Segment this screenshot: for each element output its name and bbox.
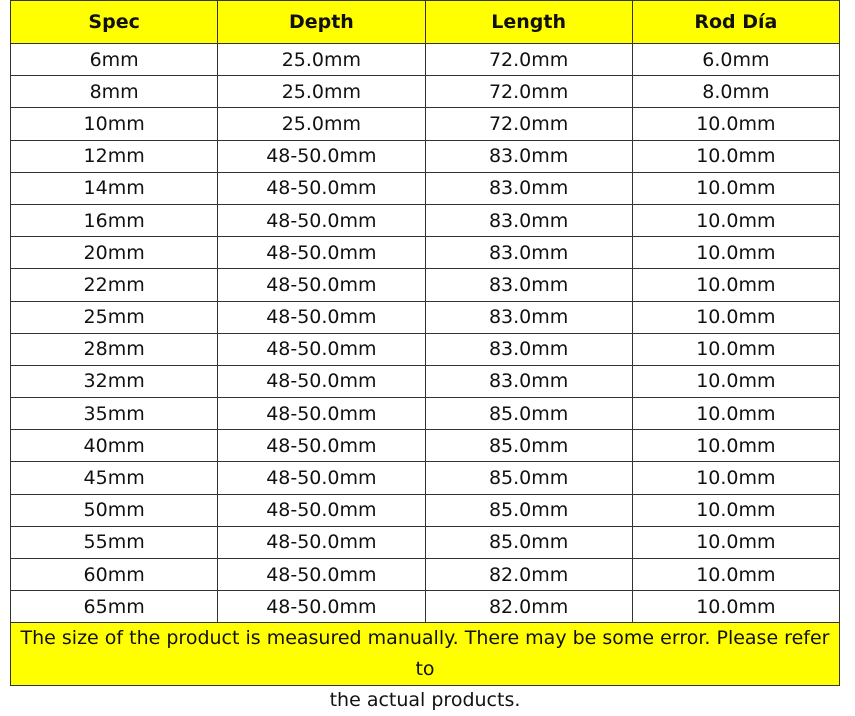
table-body <box>11 44 840 623</box>
table-row <box>11 44 840 76</box>
length-cell: 83.0mm <box>425 301 632 333</box>
rod-dia-cell: 10.0mm <box>632 365 839 397</box>
rod-dia-cell: 10.0mm <box>632 237 839 269</box>
table-row <box>11 462 840 494</box>
header-rod-dia: Rod Día <box>632 1 839 44</box>
length-cell: 85.0mm <box>425 494 632 526</box>
table-row <box>11 559 840 591</box>
spec-table <box>10 0 840 623</box>
rod-dia-cell: 10.0mm <box>632 108 839 140</box>
table-row <box>11 365 840 397</box>
length-cell: 83.0mm <box>425 237 632 269</box>
disclaimer-line-1: The size of the product is measured manually. There may be some error. Please refer to <box>20 627 830 681</box>
spec-cell: 40mm <box>11 430 218 462</box>
spec-cell: 8mm <box>11 76 218 108</box>
table-row <box>11 140 840 172</box>
depth-cell: 48-50.0mm <box>218 430 425 462</box>
spec-cell: 6mm <box>11 44 218 76</box>
length-cell: 72.0mm <box>425 44 632 76</box>
depth-cell: 48-50.0mm <box>218 591 425 623</box>
spec-cell: 14mm <box>11 172 218 204</box>
depth-cell: 48-50.0mm <box>218 398 425 430</box>
table-row <box>11 237 840 269</box>
table-row <box>11 591 840 623</box>
table-row <box>11 494 840 526</box>
rod-dia-cell: 8.0mm <box>632 76 839 108</box>
disclaimer-line-2: the actual products. <box>329 689 521 712</box>
depth-cell: 48-50.0mm <box>218 559 425 591</box>
disclaimer-note <box>10 623 840 712</box>
spec-cell: 22mm <box>11 269 218 301</box>
header-spec: Spec <box>11 1 218 44</box>
rod-dia-cell: 10.0mm <box>632 591 839 623</box>
table-header <box>11 1 840 44</box>
spec-cell: 45mm <box>11 462 218 494</box>
table-row <box>11 526 840 558</box>
depth-cell: 25.0mm <box>218 44 425 76</box>
table-row <box>11 301 840 333</box>
depth-cell: 48-50.0mm <box>218 333 425 365</box>
depth-cell: 48-50.0mm <box>218 269 425 301</box>
spec-cell: 12mm <box>11 140 218 172</box>
length-cell: 85.0mm <box>425 462 632 494</box>
rod-dia-cell: 10.0mm <box>632 462 839 494</box>
depth-cell: 48-50.0mm <box>218 172 425 204</box>
depth-cell: 48-50.0mm <box>218 462 425 494</box>
table-row <box>11 76 840 108</box>
rod-dia-cell: 10.0mm <box>632 526 839 558</box>
length-cell: 85.0mm <box>425 398 632 430</box>
spec-cell: 55mm <box>11 526 218 558</box>
spec-cell: 35mm <box>11 398 218 430</box>
length-cell: 83.0mm <box>425 204 632 236</box>
table-row <box>11 398 840 430</box>
depth-cell: 48-50.0mm <box>218 301 425 333</box>
header-length: Length <box>425 1 632 44</box>
length-cell: 83.0mm <box>425 269 632 301</box>
spec-cell: 65mm <box>11 591 218 623</box>
table-row <box>11 204 840 236</box>
spec-table-container <box>10 0 840 712</box>
rod-dia-cell: 10.0mm <box>632 333 839 365</box>
table-row <box>11 269 840 301</box>
header-depth: Depth <box>218 1 425 44</box>
rod-dia-cell: 6.0mm <box>632 44 839 76</box>
spec-cell: 10mm <box>11 108 218 140</box>
spec-cell: 20mm <box>11 237 218 269</box>
table-row <box>11 430 840 462</box>
spec-cell: 16mm <box>11 204 218 236</box>
length-cell: 83.0mm <box>425 333 632 365</box>
rod-dia-cell: 10.0mm <box>632 301 839 333</box>
depth-cell: 48-50.0mm <box>218 140 425 172</box>
depth-cell: 25.0mm <box>218 76 425 108</box>
depth-cell: 25.0mm <box>218 108 425 140</box>
header-row <box>11 1 840 44</box>
rod-dia-cell: 10.0mm <box>632 140 839 172</box>
length-cell: 72.0mm <box>425 108 632 140</box>
length-cell: 85.0mm <box>425 430 632 462</box>
length-cell: 82.0mm <box>425 591 632 623</box>
spec-cell: 50mm <box>11 494 218 526</box>
table-row <box>11 333 840 365</box>
rod-dia-cell: 10.0mm <box>632 559 839 591</box>
table-row <box>11 172 840 204</box>
depth-cell: 48-50.0mm <box>218 365 425 397</box>
depth-cell: 48-50.0mm <box>218 494 425 526</box>
length-cell: 83.0mm <box>425 172 632 204</box>
length-cell: 82.0mm <box>425 559 632 591</box>
spec-cell: 60mm <box>11 559 218 591</box>
rod-dia-cell: 10.0mm <box>632 172 839 204</box>
rod-dia-cell: 10.0mm <box>632 398 839 430</box>
rod-dia-cell: 10.0mm <box>632 430 839 462</box>
depth-cell: 48-50.0mm <box>218 237 425 269</box>
length-cell: 83.0mm <box>425 365 632 397</box>
rod-dia-cell: 10.0mm <box>632 494 839 526</box>
table-row <box>11 108 840 140</box>
depth-cell: 48-50.0mm <box>218 526 425 558</box>
rod-dia-cell: 10.0mm <box>632 269 839 301</box>
rod-dia-cell: 10.0mm <box>632 204 839 236</box>
spec-cell: 28mm <box>11 333 218 365</box>
spec-cell: 32mm <box>11 365 218 397</box>
length-cell: 83.0mm <box>425 140 632 172</box>
spec-cell: 25mm <box>11 301 218 333</box>
depth-cell: 48-50.0mm <box>218 204 425 236</box>
length-cell: 72.0mm <box>425 76 632 108</box>
length-cell: 85.0mm <box>425 526 632 558</box>
